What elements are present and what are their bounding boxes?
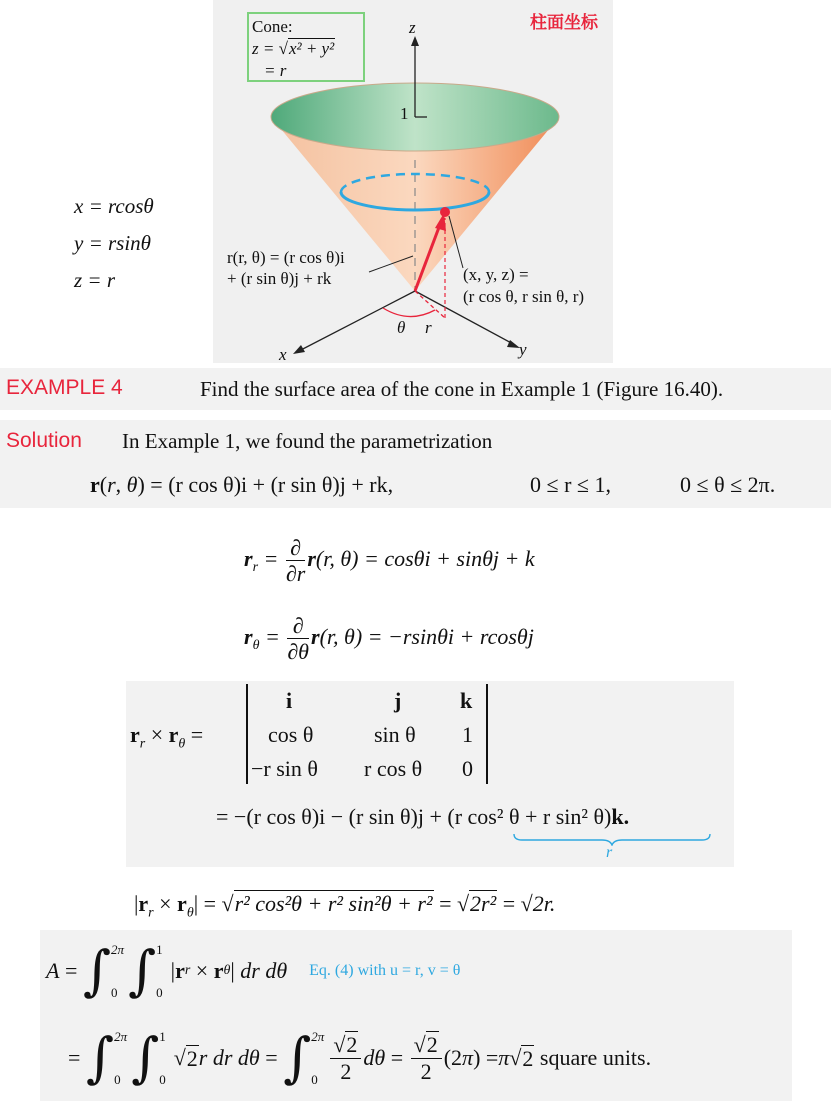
area-line-1: A = ∫ 2π 0 ∫ 1 0 | r r × r θ | dr dθ Eq. (4) with u = r, v = θ bbox=[46, 939, 461, 1002]
figure-title-cn: 柱面坐标 bbox=[530, 13, 598, 33]
det-j: j bbox=[394, 688, 402, 713]
mag-radicand-1: r² cos²θ + r² sin²θ + r² bbox=[234, 891, 433, 916]
area-units: square units. bbox=[539, 1045, 652, 1070]
tick-label-1: 1 bbox=[400, 104, 409, 123]
side-eq-z: z = r bbox=[74, 268, 116, 292]
area-note: Eq. (4) with u = r, v = θ bbox=[309, 962, 461, 979]
cross-lhs: $r_r \times r_\theta$ = bbox=[130, 722, 204, 752]
det-k: k bbox=[460, 688, 473, 713]
partial-r-rhs: = cosθi + sinθj + k bbox=[363, 545, 535, 571]
det-sin: sin θ bbox=[374, 722, 416, 747]
cross-result-b: (r cos² θ + r sin² θ) bbox=[447, 804, 612, 829]
area-line-2: = ∫ 2π 0 ∫ 1 0 √ 2 r dr dθ = ∫ 2π 0 $\frac{√2}{2}$ dθ = $\frac{√2}{2}$ (2 π ) = π √ 2 square units. bbox=[68, 1026, 652, 1089]
solution-label: Solution bbox=[6, 429, 82, 452]
area-frac-2: $\frac{√2}{2}$ bbox=[411, 1032, 442, 1084]
mag-result: 2r. bbox=[532, 891, 556, 916]
param-range-theta: 0 ≤ θ ≤ 2π. bbox=[680, 472, 776, 497]
cross-result bbox=[216, 804, 629, 830]
cone-equation bbox=[252, 38, 363, 60]
point-line2: (r cos θ, r sin θ, r) bbox=[463, 287, 585, 306]
parametrization: r(r, θ) = (r cos θ)i + (r sin θ)j + rk, bbox=[90, 472, 394, 497]
param-rhs: (r cos θ)i + (r sin θ)j + rk, bbox=[168, 472, 394, 497]
det-i: i bbox=[286, 688, 293, 713]
point-label bbox=[463, 264, 584, 308]
brace-label: r bbox=[606, 844, 613, 861]
cone-label-box bbox=[247, 12, 365, 82]
partial-theta-rhs: = −rsinθi + rcosθj bbox=[367, 623, 534, 649]
sqrt-symbol: √ bbox=[278, 39, 288, 58]
det-cos: cos θ bbox=[268, 722, 314, 747]
point-line1: (x, y, z) = bbox=[463, 265, 529, 284]
example-label: EXAMPLE 4 bbox=[6, 376, 123, 399]
r-def-line1: r(r, θ) = (r cos θ)i bbox=[227, 248, 345, 267]
side-eq-x: x = rcosθ bbox=[74, 194, 154, 218]
cross-result-c: k. bbox=[611, 804, 630, 829]
magnitude-equation: $|r_r \times r_\theta| = √r^2$ cos²θ + r² sin²θ + r² = √2r² = √2r. bbox=[134, 891, 556, 921]
cone-radicand: x² + y² bbox=[288, 39, 335, 58]
theta-label: θ bbox=[397, 318, 406, 337]
y-axis-label: y bbox=[519, 340, 527, 359]
cone-label: Cone: bbox=[252, 17, 293, 36]
mag-radicand-2: 2r² bbox=[470, 891, 497, 916]
x-axis-label: x bbox=[279, 345, 287, 364]
cone-equals-r: = r bbox=[264, 61, 287, 80]
partial-r-frac: $\frac{\partial}{\partial r}$ bbox=[285, 535, 306, 587]
cone-figure bbox=[213, 0, 613, 363]
side-eq-y: y = rsinθ bbox=[74, 231, 151, 255]
example-text: Find the surface area of the cone in Example 1 (Figure 16.40). bbox=[200, 377, 724, 401]
det-rcos: r cos θ bbox=[364, 756, 423, 781]
det-neg-rsin: −r sin θ bbox=[251, 756, 318, 781]
partial-theta-frac: $\frac{\partial}{\partial\theta}$ bbox=[287, 613, 309, 665]
side-equations bbox=[74, 188, 154, 299]
partial-theta-equation: $r_\theta$ = $\frac{\partial}{\partial\theta}$ r(r, θ) = −rsinθi + rcosθj bbox=[244, 613, 534, 665]
r-def-line2: + (r sin θ)j + rk bbox=[227, 269, 332, 288]
param-range-r: 0 ≤ r ≤ 1, bbox=[530, 472, 611, 497]
cone-z: z = bbox=[252, 39, 279, 58]
det-one: 1 bbox=[462, 722, 473, 747]
solution-text: In Example 1, we found the parametrization bbox=[122, 429, 493, 453]
r-definition bbox=[227, 247, 345, 289]
z-axis-label: z bbox=[409, 18, 416, 37]
partial-r-equation: $r_r$ = $\frac{\partial}{\partial r}$ r(r, θ) = cosθi + sinθj + k bbox=[244, 535, 535, 587]
det-zero: 0 bbox=[462, 756, 473, 781]
area-frac-1: $\frac{√2}{2}$ bbox=[330, 1032, 361, 1084]
cross-result-a: = −(r cos θ)i − (r sin θ)j + bbox=[216, 804, 448, 829]
r-label: r bbox=[425, 318, 432, 337]
